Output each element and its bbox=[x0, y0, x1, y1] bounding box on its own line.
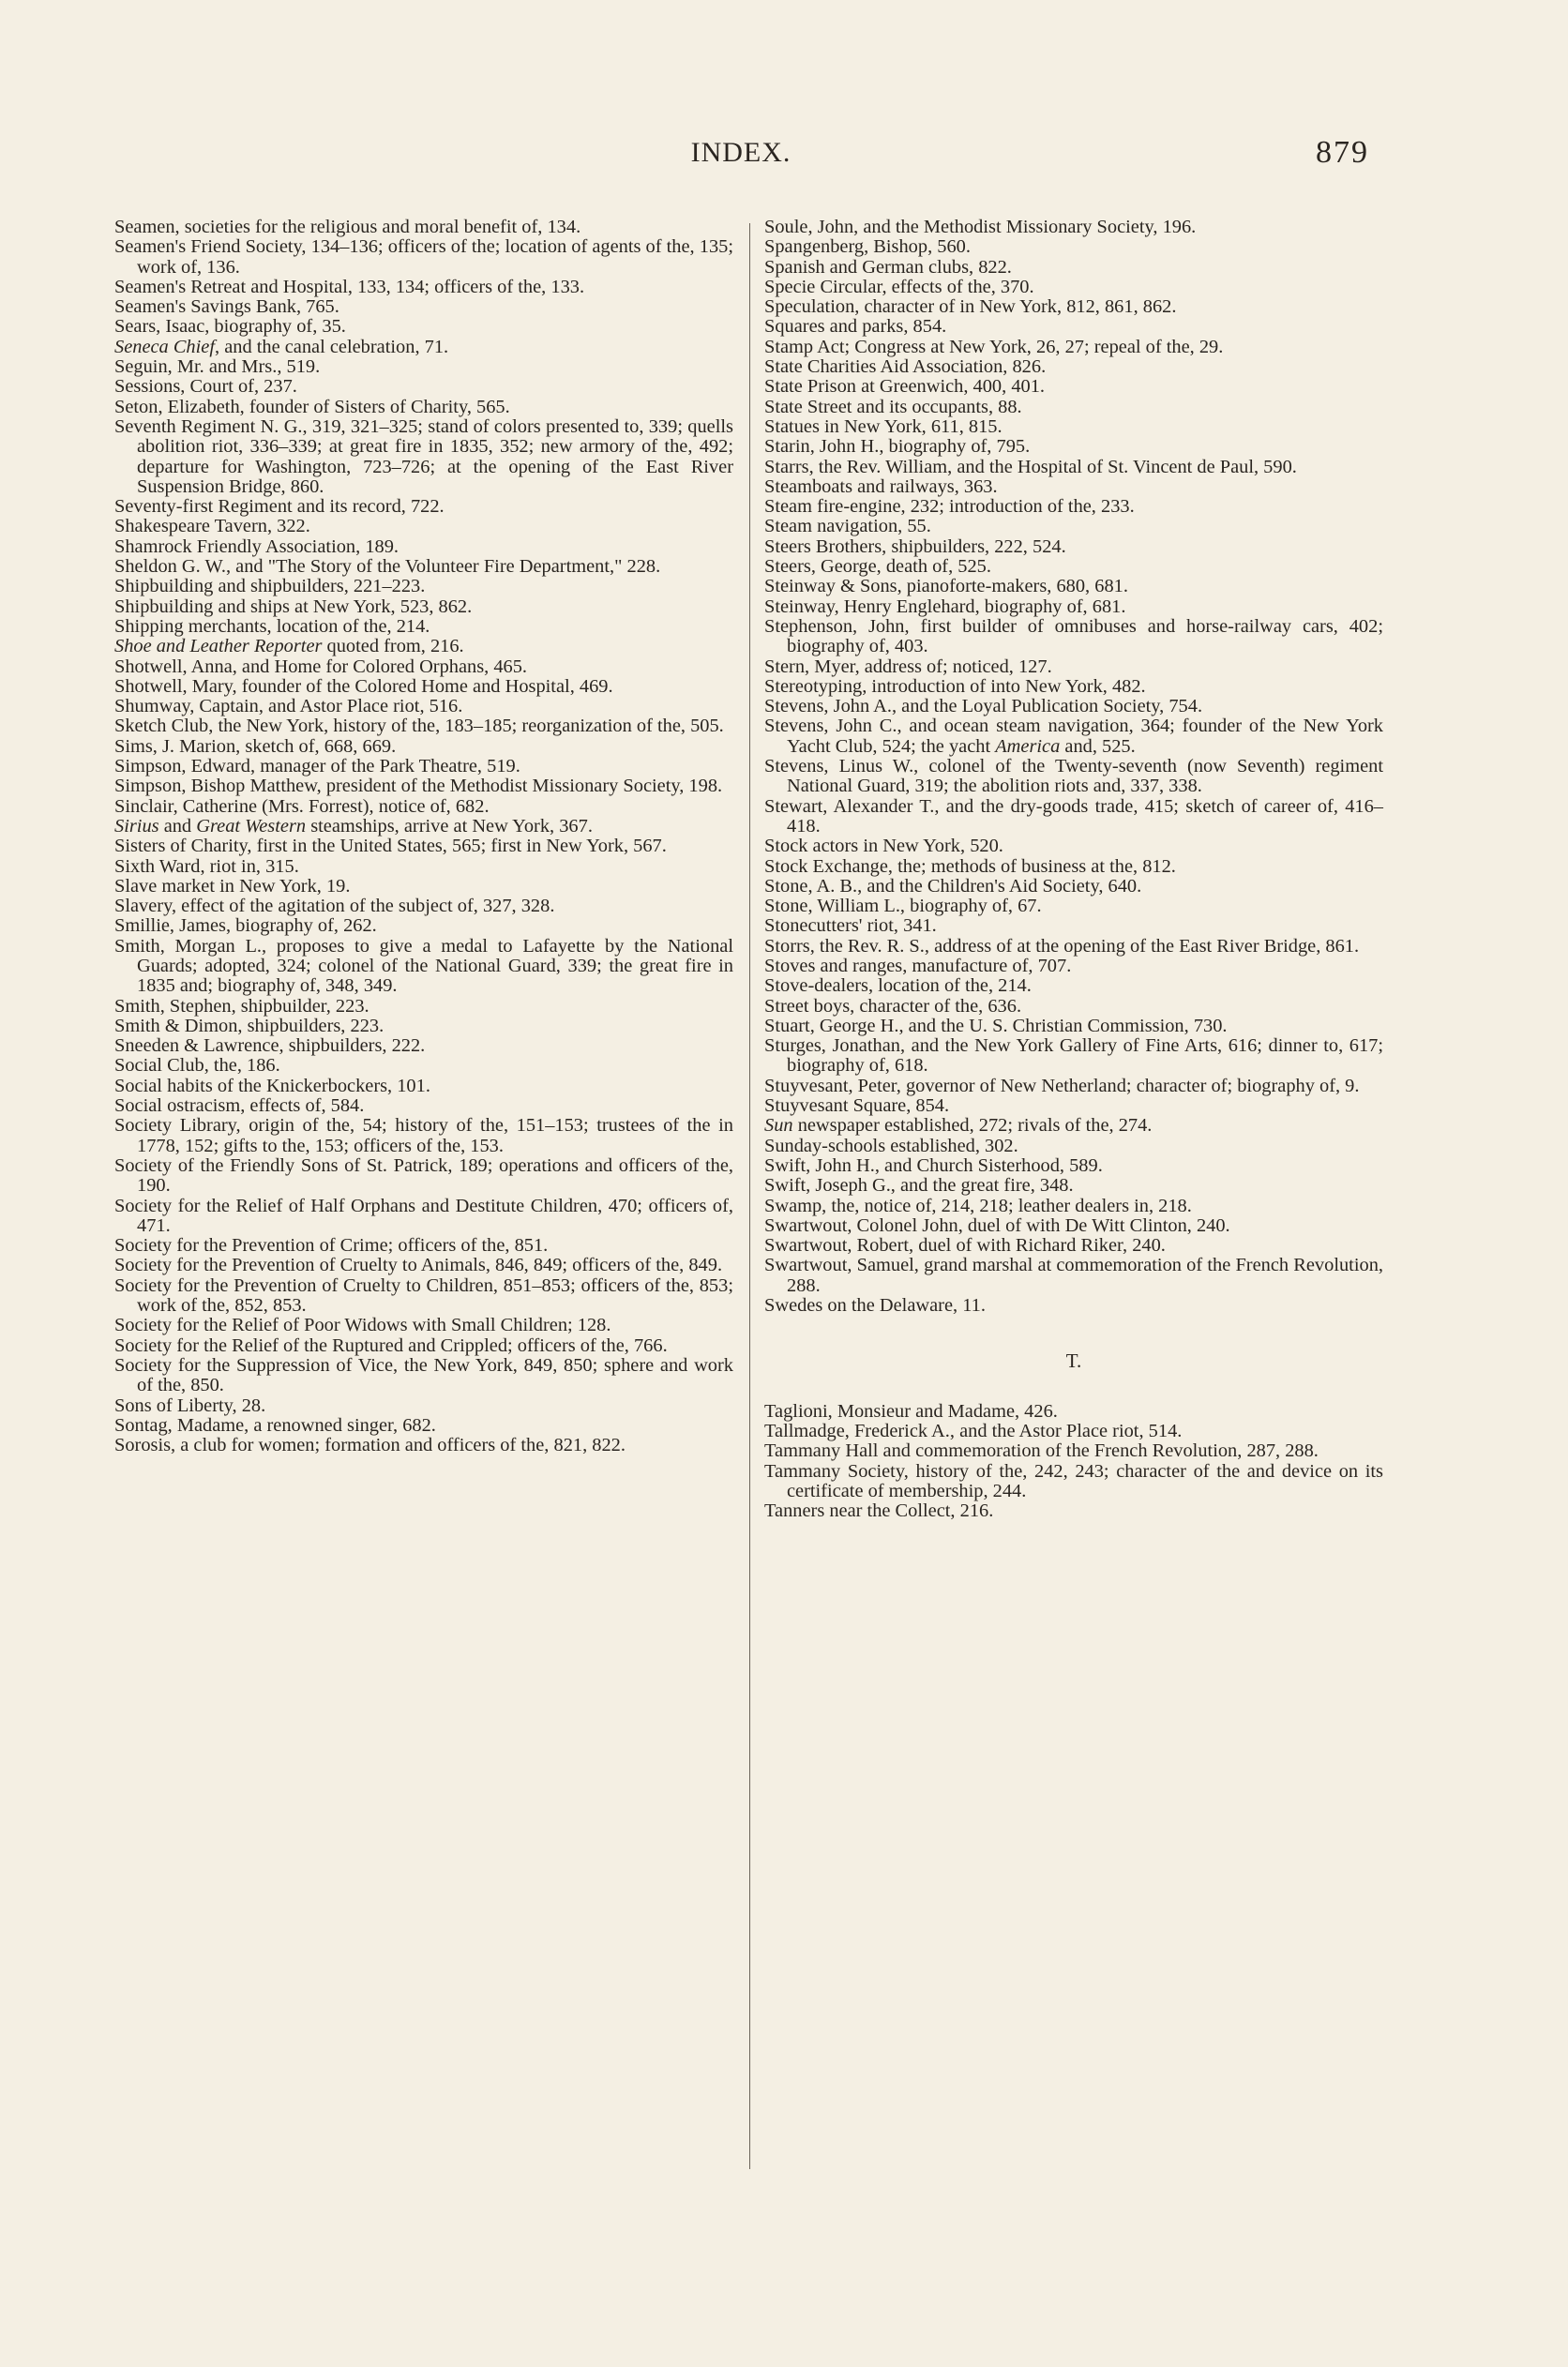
index-entry: Stephenson, John, first builder of omnibuses and horse-railway cars, 402; biography of, 403. bbox=[764, 615, 1383, 657]
index-entry: Sinclair, Catherine (Mrs. Forrest), notice of, 682. bbox=[114, 795, 490, 817]
page-number: 879 bbox=[1316, 135, 1369, 170]
index-entry: Smith & Dimon, shipbuilders, 223. bbox=[114, 1015, 384, 1036]
index-entry: Stern, Myer, address of; noticed, 127. bbox=[764, 656, 1052, 677]
index-entry: Sons of Liberty, 28. bbox=[114, 1395, 266, 1416]
index-entry: Sketch Club, the New York, history of the, 183–185; reorganization of the, 505. bbox=[114, 716, 724, 737]
index-entry: Starrs, the Rev. William, and the Hospital of St. Vincent de Paul, 590. bbox=[764, 456, 1297, 477]
index-entry: Sneeden & Lawrence, shipbuilders, 222. bbox=[114, 1035, 426, 1057]
index-entry: Stereotyping, introduction of into New York, 482. bbox=[764, 675, 1146, 697]
index-entry: Stone, William L., biography of, 67. bbox=[764, 896, 1042, 917]
index-entry: Sixth Ward, riot in, 315. bbox=[114, 855, 299, 877]
index-entry: Stevens, Linus W., colonel of the Twenty-seventh (now Seventh) regiment National Guard, 319; the abolition riots and, 337, 338. bbox=[764, 756, 1383, 797]
index-entry: Seamen's Friend Society, 134–136; officers of the; location of agents of the, 135; work of, 136. bbox=[114, 236, 733, 278]
index-entry: Steamboats and railways, 363. bbox=[764, 475, 998, 497]
index-entry: Sirius and Great Western steamships, arrive at New York, 367. bbox=[114, 815, 593, 837]
index-entry: Society for the Prevention of Crime; officers of the, 851. bbox=[114, 1235, 549, 1257]
index-entry: Society for the Suppression of Vice, the New York, 849, 850; sphere and work of the, 850. bbox=[114, 1354, 733, 1396]
index-entry: Swift, Joseph G., and the great fire, 348. bbox=[764, 1175, 1074, 1197]
index-entry: Seamen, societies for the religious and moral benefit of, 134. bbox=[114, 217, 581, 237]
index-entry: Swamp, the, notice of, 214, 218; leather dealers in, 218. bbox=[764, 1195, 1192, 1216]
index-entry: Sessions, Court of, 237. bbox=[114, 376, 297, 398]
index-entry: Shotwell, Mary, founder of the Colored Home and Hospital, 469. bbox=[114, 675, 613, 697]
index-entry: Slave market in New York, 19. bbox=[114, 875, 351, 897]
index-entry: Stoves and ranges, manufacture of, 707. bbox=[764, 955, 1072, 976]
index-entry: Seventh Regiment N. G., 319, 321–325; stand of colors presented to, 339; quells abolition riot, 336–339; at great fire in 1835, 352; new armory of the, 492; departure for Washington, 723–726; at the opening of the East River Suspension Bridge, 860. bbox=[114, 415, 733, 497]
index-entry: Social habits of the Knickerbockers, 101. bbox=[114, 1075, 430, 1096]
right-column bbox=[764, 218, 1383, 1521]
index-entry: Speculation, character of in New York, 812, 861, 862. bbox=[764, 296, 1177, 318]
index-entry: Specie Circular, effects of the, 370. bbox=[764, 276, 1034, 297]
index-entry: Slavery, effect of the agitation of the subject of, 327, 328. bbox=[114, 896, 555, 917]
index-entry: Stuyvesant Square, 854. bbox=[764, 1095, 950, 1117]
index-entry: Simpson, Bishop Matthew, president of the Methodist Missionary Society, 198. bbox=[114, 776, 723, 797]
index-entry: Sears, Isaac, biography of, 35. bbox=[114, 316, 346, 338]
index-entry: State Prison at Greenwich, 400, 401. bbox=[764, 376, 1046, 398]
index-entry: Simpson, Edward, manager of the Park Theatre, 519. bbox=[114, 756, 520, 777]
index-entry: Shoe and Leather Reporter quoted from, 216. bbox=[114, 636, 464, 657]
index-entry: Shipbuilding and shipbuilders, 221–223. bbox=[114, 576, 426, 597]
index-entry: Stevens, John C., and ocean steam navigation, 364; founder of the New York Yacht Club, 524; the yacht America and, 525. bbox=[764, 716, 1383, 757]
index-entry: Sturges, Jonathan, and the New York Gallery of Fine Arts, 616; dinner to, 617; biography of, 618. bbox=[764, 1035, 1383, 1077]
page-title: INDEX. bbox=[690, 137, 792, 168]
index-entry: Steers Brothers, shipbuilders, 222, 524. bbox=[764, 535, 1066, 557]
page-header bbox=[113, 131, 1369, 178]
index-entry: Society of the Friendly Sons of St. Patrick, 189; operations and officers of the, 190. bbox=[114, 1154, 733, 1197]
index-entry: Society Library, origin of the, 54; history of the, 151–153; trustees of the in 1778, 152; gifts to the, 153; officers of the, 153. bbox=[114, 1115, 733, 1156]
index-entry: Stamp Act; Congress at New York, 26, 27; repeal of the, 29. bbox=[764, 336, 1224, 357]
index-entry: Sunday-schools established, 302. bbox=[764, 1135, 1018, 1156]
index-entry: Spanish and German clubs, 822. bbox=[764, 256, 1012, 278]
index-entry: Stuart, George H., and the U. S. Christian Commission, 730. bbox=[764, 1015, 1228, 1036]
index-entry: Seguin, Mr. and Mrs., 519. bbox=[114, 356, 321, 378]
index-entry: Taglioni, Monsieur and Madame, 426. bbox=[764, 1400, 1058, 1422]
column-divider bbox=[749, 223, 750, 2169]
index-entry: Stone, A. B., and the Children's Aid Society, 640. bbox=[764, 875, 1142, 897]
index-entry: Squares and parks, 854. bbox=[764, 316, 947, 338]
index-entry: Tallmadge, Frederick A., and the Astor Place riot, 514. bbox=[764, 1420, 1183, 1441]
index-entry: Shumway, Captain, and Astor Place riot, 516. bbox=[114, 696, 463, 717]
index-entry: State Street and its occupants, 88. bbox=[764, 396, 1022, 417]
index-entry: Tanners near the Collect, 216. bbox=[764, 1500, 994, 1522]
index-entry: Seamen's Savings Bank, 765. bbox=[114, 296, 339, 318]
index-entry: Shotwell, Anna, and Home for Colored Orphans, 465. bbox=[114, 656, 528, 677]
index-entry: Tammany Hall and commemoration of the French Revolution, 287, 288. bbox=[764, 1440, 1319, 1462]
index-entry: Seamen's Retreat and Hospital, 133, 134; officers of the, 133. bbox=[114, 276, 585, 297]
index-entry: Swedes on the Delaware, 11. bbox=[764, 1295, 986, 1317]
index-entry: Shipbuilding and ships at New York, 523, 862. bbox=[114, 596, 473, 617]
index-entry: Seton, Elizabeth, founder of Sisters of Charity, 565. bbox=[114, 396, 510, 417]
index-entry: Sorosis, a club for women; formation and officers of the, 821, 822. bbox=[114, 1435, 626, 1456]
index-entry: Steam navigation, 55. bbox=[764, 516, 931, 537]
index-entry: Stock Exchange, the; methods of business at the, 812. bbox=[764, 855, 1176, 877]
index-entry: Sontag, Madame, a renowned singer, 682. bbox=[114, 1414, 436, 1436]
index-entry: Smith, Stephen, shipbuilder, 223. bbox=[114, 995, 369, 1017]
index-entry: Steam fire-engine, 232; introduction of the, 233. bbox=[764, 496, 1135, 518]
left-column bbox=[114, 218, 733, 1455]
index-entry: Smith, Morgan L., proposes to give a medal to Lafayette by the National Guards; adopted, 324; colonel of the National Guard, 339; the great fire in 1835 and; biography of, 348, 349. bbox=[114, 935, 733, 997]
right-t-entries bbox=[764, 1402, 1383, 1522]
index-entry: Steinway & Sons, pianoforte-makers, 680, 681. bbox=[764, 576, 1128, 597]
index-entry: Seneca Chief, and the canal celebration, 71. bbox=[114, 336, 449, 357]
index-entry: Storrs, the Rev. R. S., address of at the opening of the East River Bridge, 861. bbox=[764, 935, 1360, 957]
index-entry: Swartwout, Samuel, grand marshal at commemoration of the French Revolution, 288. bbox=[764, 1255, 1383, 1296]
index-entry: State Charities Aid Association, 826. bbox=[764, 356, 1047, 378]
index-entry: Shakespeare Tavern, 322. bbox=[114, 516, 310, 537]
index-entry: Stuyvesant, Peter, governor of New Netherland; character of; biography of, 9. bbox=[764, 1075, 1360, 1096]
index-entry: Stock actors in New York, 520. bbox=[764, 836, 1003, 857]
index-entry: Society for the Relief of Half Orphans and Destitute Children, 470; officers of, 471. bbox=[114, 1195, 733, 1236]
index-entry: Stevens, John A., and the Loyal Publication Society, 754. bbox=[764, 696, 1203, 717]
index-entry: Smillie, James, biography of, 262. bbox=[114, 915, 377, 937]
index-entry: Stewart, Alexander T., and the dry-goods trade, 415; sketch of career of, 416–418. bbox=[764, 795, 1383, 837]
index-entry: Swartwout, Robert, duel of with Richard Riker, 240. bbox=[764, 1235, 1166, 1257]
index-entry: Sun newspaper established, 272; rivals of the, 274. bbox=[764, 1115, 1153, 1137]
index-entry: Social ostracism, effects of, 584. bbox=[114, 1095, 365, 1117]
index-entry: Stove-dealers, location of the, 214. bbox=[764, 975, 1032, 997]
index-entry: Shamrock Friendly Association, 189. bbox=[114, 535, 400, 557]
index-entry: Society for the Prevention of Cruelty to Animals, 846, 849; officers of the, 849. bbox=[114, 1255, 723, 1276]
index-entry: Seventy-first Regiment and its record, 722. bbox=[114, 496, 445, 518]
index-entry: Spangenberg, Bishop, 560. bbox=[764, 236, 971, 258]
index-entry: Steinway, Henry Englehard, biography of, 681. bbox=[764, 596, 1126, 617]
index-entry: Sisters of Charity, first in the United States, 565; first in New York, 567. bbox=[114, 836, 667, 857]
right-s-entries bbox=[764, 218, 1383, 1316]
index-entry: Society for the Relief of the Ruptured and Crippled; officers of the, 766. bbox=[114, 1334, 668, 1356]
index-entry: Steers, George, death of, 525. bbox=[764, 556, 991, 578]
index-entry: Sheldon G. W., and "The Story of the Volunteer Fire Department," 228. bbox=[114, 556, 661, 578]
index-entry: Swartwout, Colonel John, duel of with De Witt Clinton, 240. bbox=[764, 1214, 1230, 1236]
index-entry: Society for the Prevention of Cruelty to Children, 851–853; officers of the, 853; work of the, 852, 853. bbox=[114, 1274, 733, 1317]
index-entry: Society for the Relief of Poor Widows with Small Children; 128. bbox=[114, 1315, 611, 1336]
index-entry: Social Club, the, 186. bbox=[114, 1055, 280, 1077]
index-entry: Tammany Society, history of the, 242, 243; character of the and device on its certificate of membership, 244. bbox=[764, 1460, 1383, 1501]
index-entry: Stonecutters' riot, 341. bbox=[764, 915, 937, 937]
index-entry: Starin, John H., biography of, 795. bbox=[764, 436, 1031, 458]
index-entry: Swift, John H., and Church Sisterhood, 589. bbox=[764, 1154, 1103, 1176]
index-entry: Street boys, character of the, 636. bbox=[764, 995, 1022, 1017]
index-entry: Shipping merchants, location of the, 214. bbox=[114, 615, 430, 637]
section-letter: T. bbox=[1065, 1349, 1082, 1373]
index-entry: Sims, J. Marion, sketch of, 668, 669. bbox=[114, 735, 397, 757]
index-entry: Statues in New York, 611, 815. bbox=[764, 415, 1003, 437]
index-entry: Soule, John, and the Methodist Missionary Society, 196. bbox=[764, 217, 1197, 237]
